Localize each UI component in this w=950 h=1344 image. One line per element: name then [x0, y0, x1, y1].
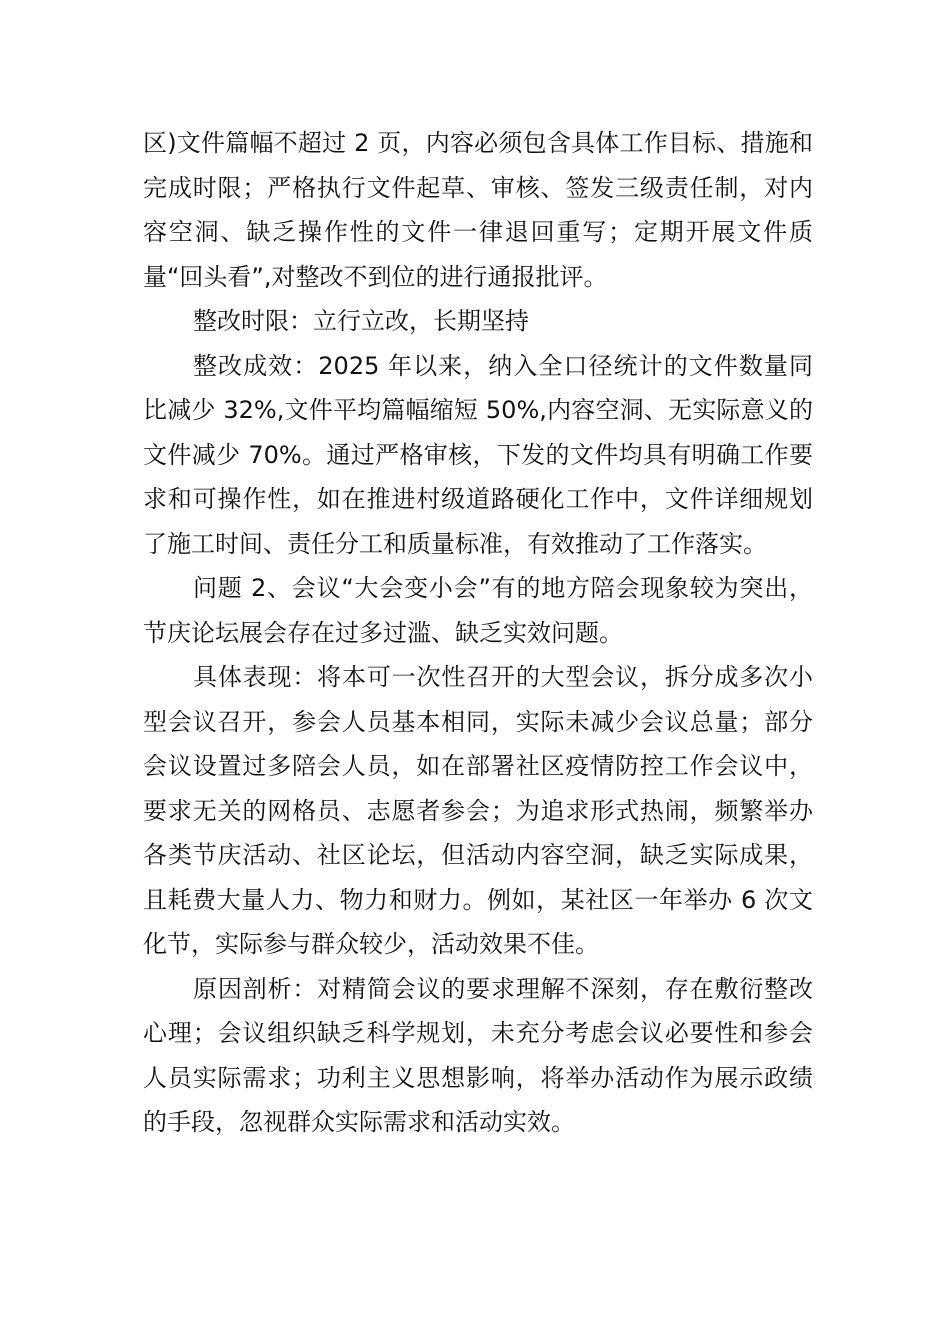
paragraph-problem-2: 问题 2、会议“大会变小会”有的地方陪会现象较为突出，节庆论坛展会存在过多过滥、缺乏实效问题。 [143, 574, 813, 647]
paragraph-specific-manifestation: 具体表现：将本可一次性召开的大型会议，拆分成多次小型会议召开，参会人员基本相同，实际未减少会议总量；部分会议设置过多陪会人员，如在部署社区疫情防控工作会议中，要求无关的网格员、志愿者参会；为追求形式热闹，频繁举办各类节庆活动、社区论坛，但活动内容空洞，缺乏实际成果，且耗费大量人力、物力和财力。例如，某社区一年举办 6 次文化节，实际参与群众较少，活动效果不佳。 [143, 663, 813, 958]
paragraph-continued-requirements: 区)文件篇幅不超过 2 页，内容必须包含具体工作目标、措施和完成时限；严格执行文件起草、审核、签发三级责任制，对内容空洞、缺乏操作性的文件一律退回重写；定期开展文件质量“回头看”,对整改不到位的进行通报批评。 [143, 129, 813, 291]
paragraph-rectification-deadline: 整改时限：立行立改，长期坚持 [193, 307, 529, 335]
document-body [143, 121, 813, 1145]
paragraph-cause-analysis: 原因剖析：对精简会议的要求理解不深刻，存在敷衍整改心理；会议组织缺乏科学规划，未充分考虑会议必要性和参会人员实际需求；功利主义思想影响，将举办活动作为展示政绩的手段，忽视群众实际需求和活动实效。 [143, 974, 813, 1136]
paragraph-rectification-results: 整改成效：2025 年以来，纳入全口径统计的文件数量同比减少 32%,文件平均篇幅缩短 50%,内容空洞、无实际意义的文件减少 70%。通过严格审核，下发的文件均具有明确工作要求和可操作性，如在推进村级道路硬化工作中，文件详细规划了施工时间、责任分工和质量标准，有效推动了工作落实。 [143, 351, 813, 558]
